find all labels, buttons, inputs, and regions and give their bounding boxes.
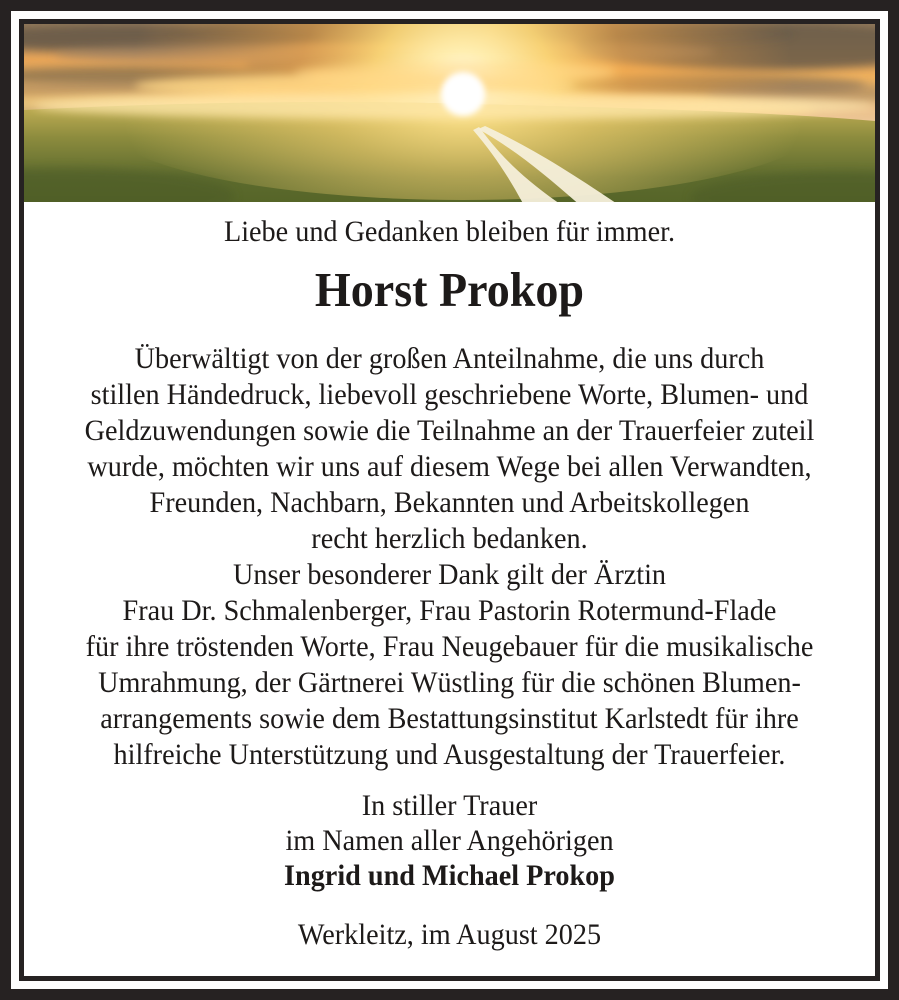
closing-line: In stiller Trauer [361, 789, 538, 822]
thanks-line: Überwältigt von der großen Anteilnahme, die uns durch [134, 342, 765, 375]
notice-text [50, 202, 850, 953]
thanks-line: Frau Dr. Schmalenberger, Frau Pastorin Rotermund-Flade [122, 594, 777, 627]
sunset-field-photo [24, 24, 875, 202]
thanks-line: Freunden, Nachbarn, Bekannten und Arbeitskollegen [149, 486, 750, 519]
family-signature: Ingrid und Michael Prokop [284, 859, 615, 892]
deceased-name: Horst Prokop [314, 262, 585, 317]
closing-line: im Namen aller Angehörigen [285, 824, 614, 857]
thanks-line: Geldzuwendungen sowie die Teilnahme an der Trauerfeier zuteil [84, 414, 815, 447]
thanks-paragraph [50, 341, 850, 773]
thanks-line: recht herzlich bedanken. [311, 522, 588, 555]
thanks-line: hilfreiche Unterstützung und Ausgestaltung der Trauerfeier. [113, 738, 786, 771]
thanks-line: Umrahmung, der Gärtnerei Wüstling für die schönen Blumen- [98, 666, 801, 699]
epigraph: Liebe und Gedanken bleiben für immer. [223, 215, 676, 248]
thanks-line: wurde, möchten wir uns auf diesem Wege bei allen Verwandten, [87, 450, 812, 483]
thanks-line: für ihre tröstenden Worte, Frau Neugebauer für die musikalische [85, 630, 814, 663]
sun-center [452, 83, 474, 105]
thanks-line: stillen Händedruck, liebevoll geschriebene Worte, Blumen- und [90, 378, 809, 411]
thanks-line: arrangements sowie dem Bestattungsinstitut Karlstedt für ihre [100, 702, 799, 735]
place-date-line: Werkleitz, im August 2025 [297, 918, 602, 951]
inner-border [19, 19, 880, 981]
thanks-line: Unser besonderer Dank gilt der Ärztin [232, 558, 667, 591]
closing-block [50, 788, 850, 893]
sunset-field-illustration [24, 24, 875, 202]
